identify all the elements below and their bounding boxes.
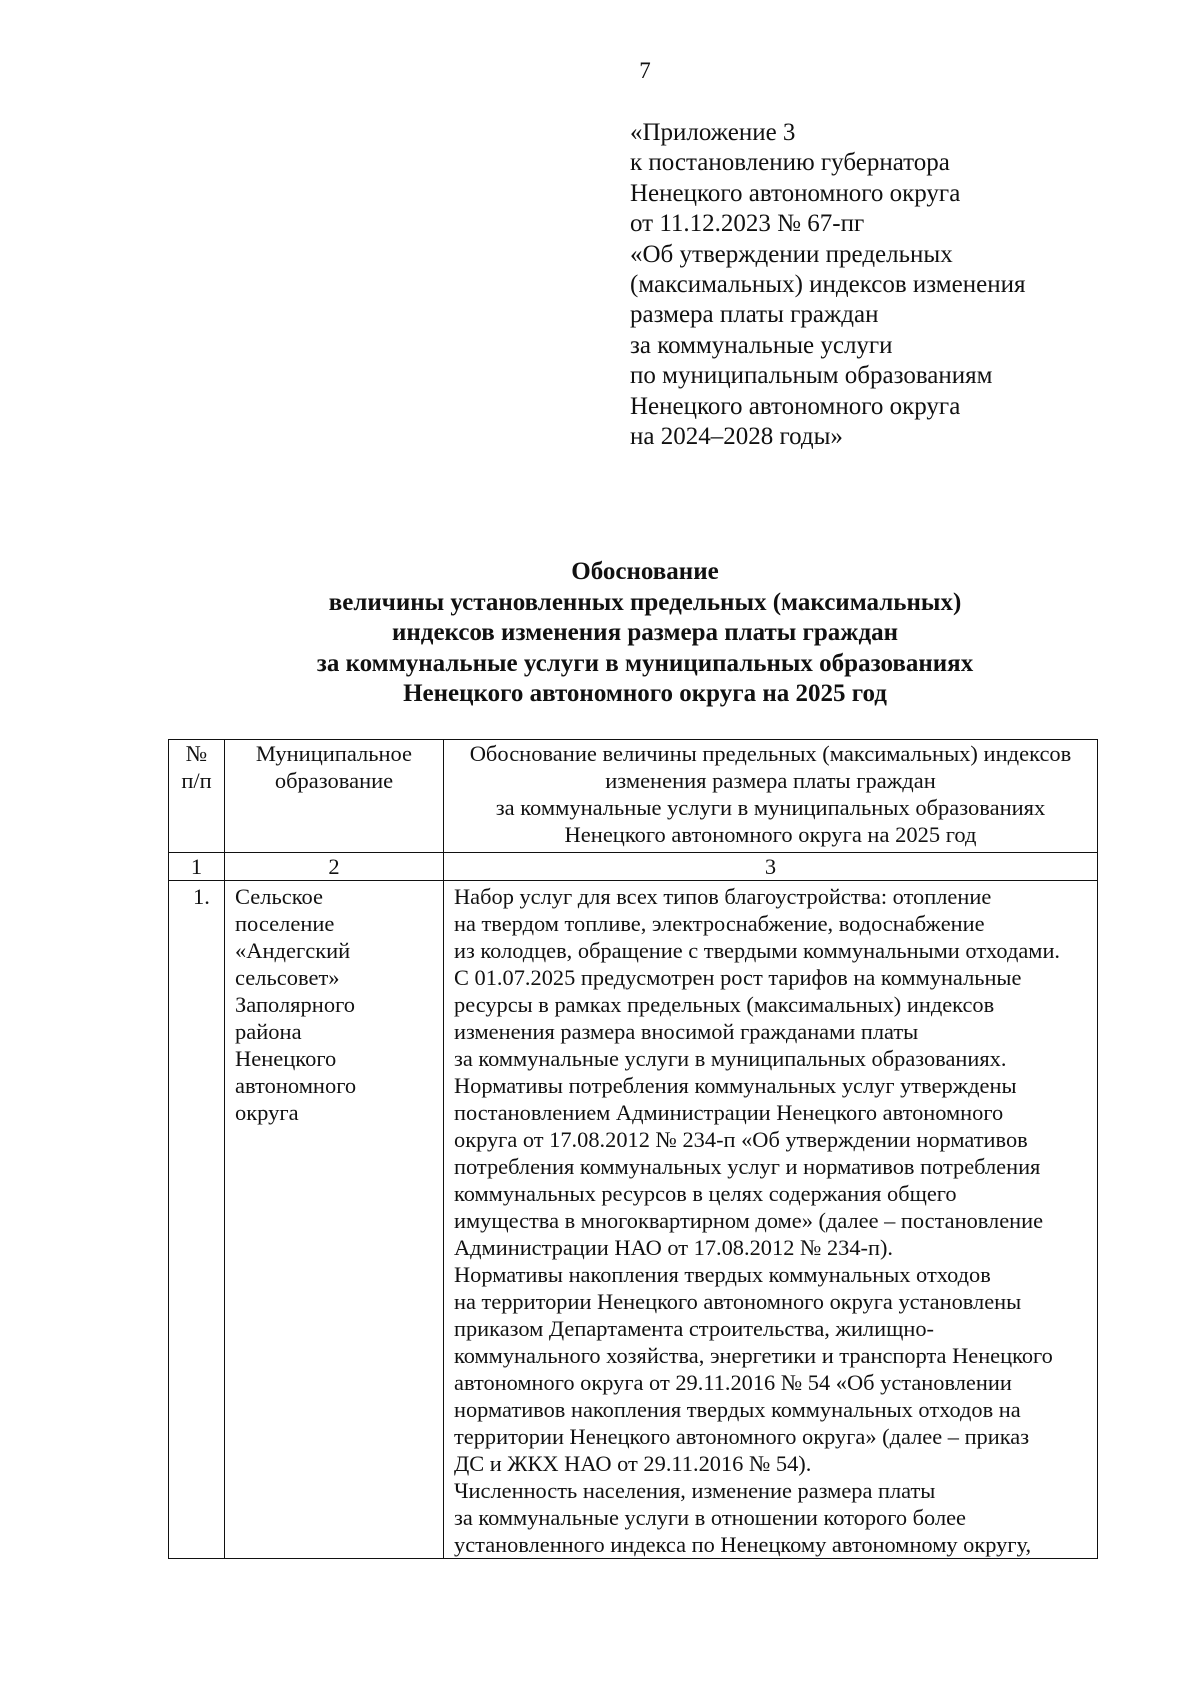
municipality-line: автономного — [235, 1073, 357, 1098]
justification-line: Набор услуг для всех типов благоустройства: отопление — [454, 884, 992, 909]
appendix-line: на 2024–2028 годы» — [630, 423, 843, 451]
row-number: 1. — [169, 881, 225, 1559]
justification-line: территории Ненецкого автономного округа» (далее – приказ — [454, 1424, 1030, 1449]
header-municipality-line: образование — [274, 768, 394, 793]
justification-line: приказом Департамента строительства, жилищно- — [454, 1316, 934, 1341]
justification-line: С 01.07.2025 предусмотрен рост тарифов на коммунальные — [454, 965, 1022, 990]
column-number: 3 — [444, 853, 1098, 881]
page-number: 7 — [639, 58, 651, 83]
title-line: величины установленных предельных (максимальных) — [328, 588, 962, 616]
document-title — [0, 557, 1200, 710]
header-justification-line: изменения размера платы граждан — [605, 768, 936, 793]
header-municipality — [225, 740, 444, 853]
justification-line: ДС и ЖКХ НАО от 29.11.2016 № 54). — [454, 1451, 812, 1476]
header-justification-line: за коммунальные услуги в муниципальных образованиях — [495, 795, 1046, 820]
title-line: индексов изменения размера платы граждан — [391, 619, 898, 646]
justification-line: имущества в многоквартирном доме» (далее – постановление — [454, 1208, 1044, 1233]
appendix-line: «Приложение 3 — [630, 119, 796, 146]
municipality-line: Сельское — [235, 884, 324, 909]
justification-line: автономного округа от 29.11.2016 № 54 «Об установлении — [454, 1370, 1012, 1395]
column-number: 1 — [169, 853, 225, 881]
justification-line: Нормативы потребления коммунальных услуг утверждены — [454, 1073, 1017, 1098]
municipality-line: Заполярного — [235, 992, 355, 1017]
municipality-line: Ненецкого — [235, 1046, 337, 1071]
appendix-line: Ненецкого автономного округа — [630, 392, 961, 420]
justification-line: на территории Ненецкого автономного округа установлены — [454, 1289, 1022, 1314]
table-header-row — [169, 740, 1098, 853]
justification-line: на твердом топливе, электроснабжение, водоснабжение — [454, 911, 985, 936]
justification-line: коммунальных ресурсов в целях содержания общего — [454, 1181, 957, 1206]
justification-line: ресурсы в рамках предельных (максимальных) индексов — [454, 992, 995, 1017]
justification-line: за коммунальные услуги в муниципальных образованиях. — [454, 1046, 1007, 1071]
column-number: 2 — [225, 853, 444, 881]
justification-line: потребления коммунальных услуг и нормативов потребления — [454, 1154, 1041, 1179]
header-number-line: № — [185, 741, 208, 766]
appendix-line: от 11.12.2023 № 67-пг — [630, 210, 865, 238]
table-row — [169, 881, 1098, 1559]
header-justification — [444, 740, 1098, 853]
justification-line: постановлением Администрации Ненецкого автономного — [454, 1100, 1004, 1125]
justification-line: за коммунальные услуги в отношении которого более — [454, 1505, 966, 1530]
municipality-line: района — [235, 1019, 302, 1044]
appendix-line: к постановлению губернатора — [630, 149, 950, 177]
appendix-line: за коммунальные услуги — [630, 331, 893, 359]
appendix-line: по муниципальным образованиям — [630, 362, 993, 390]
justification-line: округа от 17.08.2012 № 234-п «Об утверждении нормативов — [454, 1127, 1028, 1152]
municipality-line: «Андегский — [235, 938, 351, 963]
title-line: Ненецкого автономного округа на 2025 год — [403, 680, 887, 707]
title-line: Обоснование — [571, 558, 719, 585]
header-justification-line: Ненецкого автономного округа на 2025 год — [564, 822, 977, 847]
justification-line: установленного индекса по Ненецкому автономному округу, — [454, 1532, 1032, 1557]
municipality-cell — [225, 881, 444, 1559]
justification-line: нормативов накопления твердых коммунальных отходов на — [454, 1397, 1021, 1422]
header-justification-line: Обоснование величины предельных (максимальных) индексов — [469, 741, 1072, 766]
justification-line: Администрации НАО от 17.08.2012 № 234-п). — [454, 1235, 894, 1260]
appendix-line: (максимальных) индексов изменения — [630, 271, 1026, 299]
header-municipality-line: Муниципальное — [255, 741, 413, 766]
justification-table — [168, 739, 1098, 1559]
appendix-line: «Об утверждении предельных — [630, 240, 953, 268]
municipality-line: поселение — [235, 911, 335, 936]
appendix-block — [630, 118, 1170, 452]
column-number-row — [169, 853, 1098, 881]
header-number-line: п/п — [181, 768, 212, 793]
justification-line: Численность населения, изменение размера платы — [454, 1478, 936, 1503]
appendix-line: Ненецкого автономного округа — [630, 179, 961, 207]
title-line: за коммунальные услуги в муниципальных образованиях — [316, 649, 974, 677]
header-number — [169, 740, 225, 853]
justification-line: Нормативы накопления твердых коммунальных отходов — [454, 1262, 991, 1287]
justification-line: коммунального хозяйства, энергетики и транспорта Ненецкого — [454, 1343, 1053, 1368]
justification-line: изменения размера вносимой гражданами платы — [454, 1019, 919, 1044]
appendix-line: размера платы граждан — [630, 301, 879, 329]
justification-line: из колодцев, обращение с твердыми коммунальными отходами. — [454, 938, 1061, 963]
municipality-line: округа — [235, 1100, 299, 1125]
justification-cell — [444, 881, 1098, 1559]
municipality-line: сельсовет» — [235, 965, 340, 990]
